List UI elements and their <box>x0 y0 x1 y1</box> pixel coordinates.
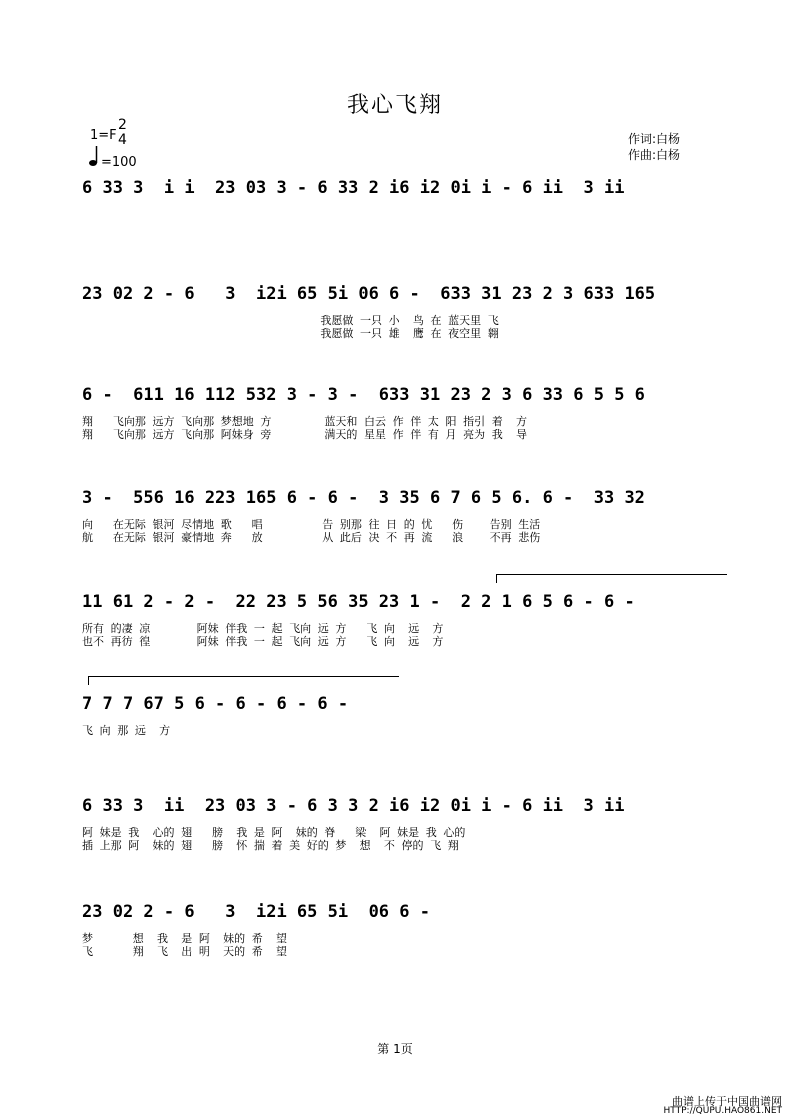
time-sig-top: 2 <box>118 117 127 133</box>
key-signature: 1=F <box>90 128 117 143</box>
lyrics-verse-2: 我愿做 一只 雄 鹰 在 夜空里 翱 <box>82 327 499 340</box>
volta-bracket-1 <box>496 574 727 583</box>
lyrics-verse-1: 飞 向 那 远 方 <box>82 724 171 737</box>
score-system-6 <box>82 694 730 738</box>
time-sig-bottom: 4 <box>118 132 127 148</box>
lyrics-verse-2: 插 上那 阿 妹的 翅 膀 怀 揣 着 美 好的 梦 想 不 停的 飞 翔 <box>82 839 459 852</box>
lyrics-verse-2: 航 在无际 银河 豪情地 奔 放 从 此后 决 不 再 流 浪 不再 悲伤 <box>82 531 541 544</box>
quarter-note-icon <box>88 145 102 167</box>
page-number: 第 1页 <box>377 1042 413 1056</box>
lyricist-credit: 作词:白杨 <box>628 132 681 146</box>
notation-line: 23 02 2 - 6 3 i2i 65 5i 06 6 - <box>82 902 430 922</box>
notation-line: 3 - 556 16 223 165 6 - 6 - 3 35 6 7 6 5 6. 6 - 33 32 <box>82 488 645 508</box>
lyrics-verse-1: 阿 妹是 我 心的 翅 膀 我 是 阿 妹的 脊 梁 阿 妹是 我 心的 <box>82 826 466 839</box>
lyrics-verse-1: 所有 的凄 凉 阿妹 伴我 一 起 飞向 远 方 飞 向 远 方 <box>82 622 444 635</box>
notation-line: 6 33 3 i i 23 03 3 - 6 33 2 i6 i2 0i i - 6 ii 3 ii <box>82 178 625 198</box>
tempo-marking: =100 <box>101 155 137 170</box>
volta-bracket-2 <box>88 676 399 685</box>
notation-line: 11 61 2 - 2 - 22 23 5 56 35 23 1 - 2 2 1 6 5 6 - 6 - <box>82 592 635 612</box>
lyrics-verse-2: 翔 飞向那 远方 飞向那 阿妹身 旁 满天的 星星 作 伴 有 月 亮为 我 导 <box>82 428 527 441</box>
watermark-text: 曲谱上传于中国曲谱网 <box>672 1095 782 1108</box>
notation-line: 23 02 2 - 6 3 i2i 65 5i 06 6 - 633 31 23 2 3 633 165 <box>82 284 656 304</box>
lyrics-verse-1: 梦 想 我 是 阿 妹的 希 望 <box>82 932 287 945</box>
score-system-3 <box>82 385 730 441</box>
watermark-url: HTTP://QUPU.HAO861.NET <box>663 1106 782 1116</box>
score-system-8 <box>82 902 730 958</box>
notation-line: 6 - 611 16 112 532 3 - 3 - 633 31 23 2 3 6 33 6 5 5 6 <box>82 385 645 405</box>
score-system-7 <box>82 796 730 852</box>
lyrics-verse-1: 我愿做 一只 小 鸟 在 蓝天里 飞 <box>82 314 499 327</box>
lyrics-verse-1: 向 在无际 银河 尽情地 歌 唱 告 别那 往 日 的 忧 伤 告别 生活 <box>82 518 541 531</box>
lyrics-verse-2: 也不 再彷 徨 阿妹 伴我 一 起 飞向 远 方 飞 向 远 方 <box>82 635 444 648</box>
time-signature <box>118 118 127 148</box>
composer-credit: 作曲:白杨 <box>628 148 681 162</box>
lyrics-verse-1: 翔 飞向那 远方 飞向那 梦想地 方 蓝天和 白云 作 伴 太 阳 指引 着 方 <box>82 415 527 428</box>
score-system-2 <box>82 284 730 340</box>
score-title: 我心飞翔 <box>346 93 443 118</box>
score-system-5 <box>82 592 730 648</box>
score-system-1 <box>82 178 730 222</box>
lyrics-verse-2: 飞 翔 飞 出 明 天的 希 望 <box>82 945 287 958</box>
notation-line: 7 7 7 67 5 6 - 6 - 6 - 6 - <box>82 694 349 714</box>
score-system-4 <box>82 488 730 544</box>
notation-line: 6 33 3 ii 23 03 3 - 6 3 3 2 i6 i2 0i i - 6 ii 3 ii <box>82 796 625 816</box>
